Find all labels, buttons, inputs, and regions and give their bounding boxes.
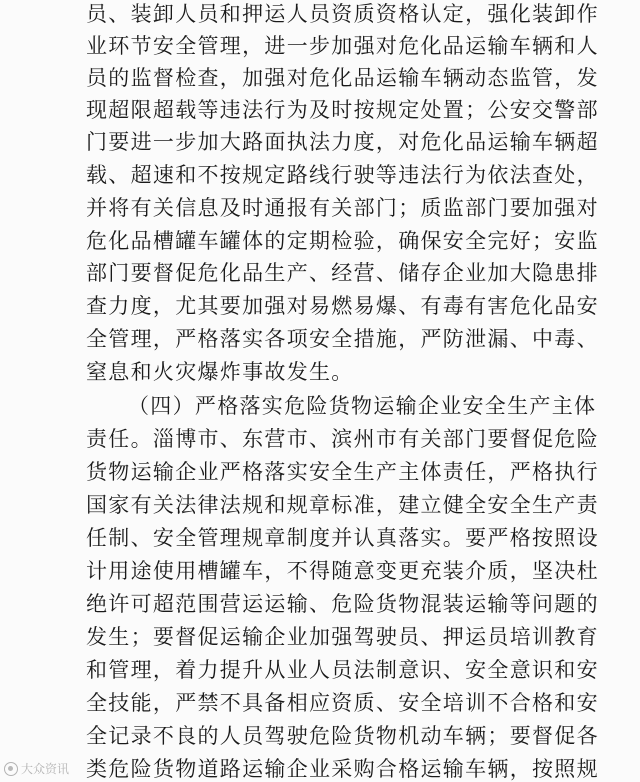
text-line: 计用途使用槽罐车，不得随意变更充装介质，坚决杜 (86, 559, 599, 583)
text-line: 部门要督促危化品生产、经营、储存企业加大隐患排 (86, 261, 599, 285)
text-line: 和管理，着力提升从业人员法制意识、安全意识和安 (86, 658, 599, 682)
watermark (4, 760, 69, 777)
text-line: 并将有关信息及时通报有关部门；质监部门要加强对 (86, 196, 599, 220)
text-line: 门要进一步加大路面执法力度，对危化品运输车辆超 (86, 130, 599, 154)
text-line: 业环节安全管理，进一步加强对危化品运输车辆和人 (86, 34, 599, 58)
text-line: 全技能，严禁不具备相应资质、安全培训不合格和安 (86, 691, 599, 715)
watermark-text: 大众资讯 (21, 762, 70, 776)
text-line: 现超限超载等违法行为及时按规定处置；公安交警部 (86, 98, 599, 122)
text-line: 责任。淄博市、东营市、滨州市有关部门要督促危险 (86, 427, 599, 451)
text-line: 货物运输企业严格落实安全生产主体责任，严格执行 (86, 460, 599, 484)
text-line: 国家有关法律法规和规章标准，建立健全安全生产责 (86, 493, 599, 517)
text-line: 全记录不良的人员驾驶危险货物机动车辆；要督促各 (86, 724, 599, 748)
text-line: 发生；要督促运输企业加强驾驶员、押运员培训教育 (86, 625, 599, 649)
text-line: 查力度，尤其要加强对易燃易爆、有毒有害危化品安 (86, 294, 599, 318)
text-line: 任制、安全管理规章制度并认真落实。要严格按照设 (86, 526, 599, 550)
text-line: 窒息和火灾爆炸事故发生。 (86, 360, 354, 384)
text-line: 绝许可超范围营运运输、危险货物混装运输等问题的 (86, 592, 599, 616)
text-line: 员的监督检查，加强对危化品运输车辆动态监管，发 (86, 66, 599, 90)
section-heading: （四）严格落实危险货物运输企业安全生产主体 (128, 394, 597, 418)
text-line: 类危险货物道路运输企业采购合格运输车辆，按照规 (86, 757, 599, 781)
text-line: 危化品槽罐车罐体的定期检验，确保安全完好；安监 (86, 229, 599, 253)
text-line: 员、装卸人员和押运人员资质资格认定，强化装卸作 (86, 2, 599, 26)
text-line: 全管理，严格落实各项安全措施，严防泄漏、中毒、 (86, 327, 599, 351)
text-line: 载、超速和不按规定路线行驶等违法行为依法查处， (86, 163, 599, 187)
weibo-logo-icon (4, 762, 18, 776)
